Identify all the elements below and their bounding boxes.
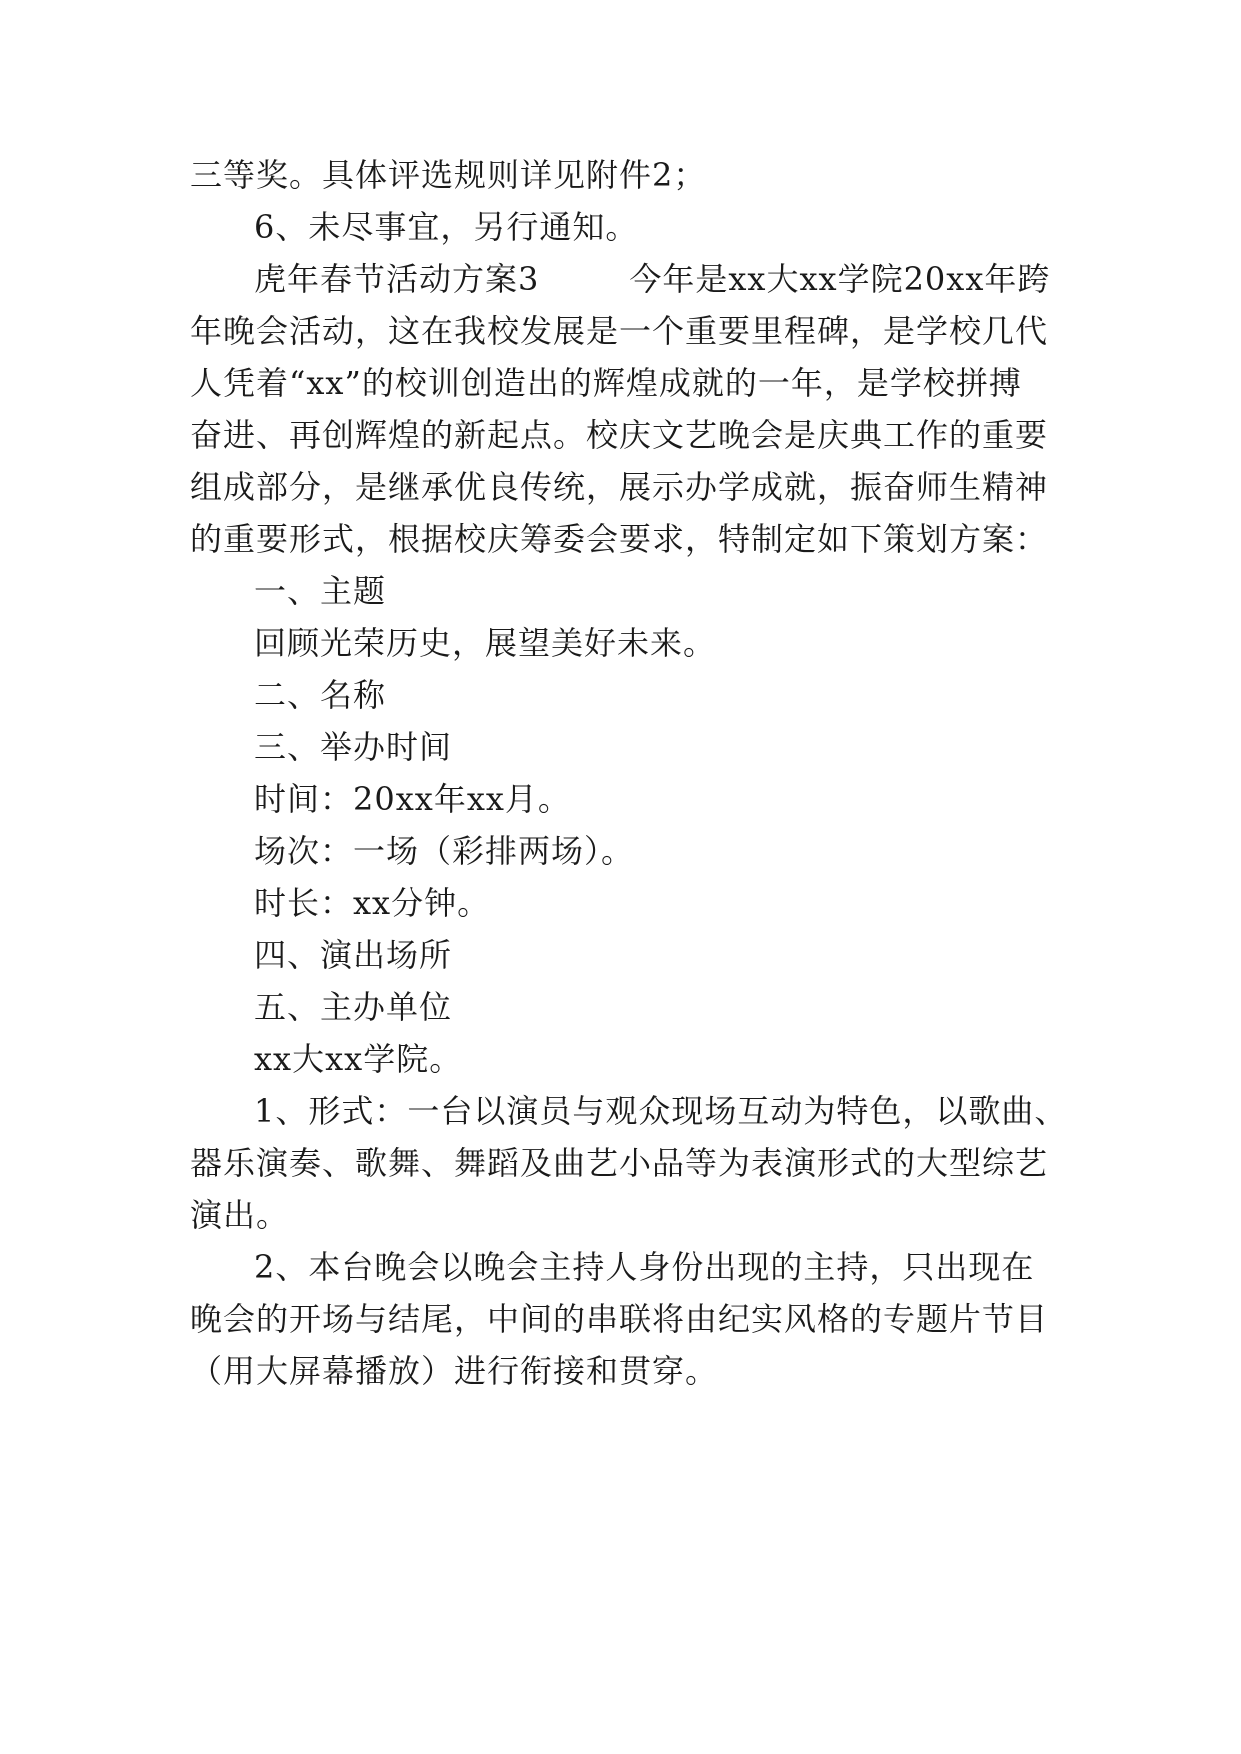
section-heading: 三、举办时间 <box>254 728 453 766</box>
text-line: 人凭着“xx”的校训创造出的辉煌成就的一年，是学校拼搏 <box>190 364 1022 402</box>
section-heading: 五、主办单位 <box>254 988 453 1026</box>
text-line: 年晚会活动，这在我校发展是一个重要里程碑，是学校几代 <box>190 312 1049 350</box>
paragraph-start: 今年是xx大xx学院20xx年跨 <box>629 260 1051 298</box>
text-line: 1、形式：一台以演员与观众现场互动为特色，以歌曲、 <box>254 1092 1068 1130</box>
text-line: 演出。 <box>190 1196 290 1234</box>
text-line: （用大屏幕播放）进行衔接和贯穿。 <box>190 1352 719 1390</box>
text-line: 三等奖。具体评选规则详见附件2； <box>190 156 707 194</box>
text-line: 时间：20xx年xx月。 <box>254 780 571 818</box>
text-line: 组成部分，是继承优良传统，展示办学成就，振奋师生精神 <box>190 468 1049 506</box>
section-heading: 二、名称 <box>254 676 387 714</box>
text-line: 场次：一场（彩排两场）。 <box>254 832 635 870</box>
text-line <box>254 259 1050 299</box>
section-heading: 虎年春节活动方案3 <box>254 260 540 298</box>
text-line: 的重要形式，根据校庆筹委会要求，特制定如下策划方案： <box>190 520 1049 558</box>
text-line: xx大xx学院。 <box>254 1040 463 1078</box>
text-line: 晚会的开场与结尾，中间的串联将由纪实风格的专题片节目 <box>190 1300 1049 1338</box>
text-line: 器乐演奏、歌舞、舞蹈及曲艺小品等为表演形式的大型综艺 <box>190 1144 1049 1182</box>
text-line: 2、本台晚会以晚会主持人身份出现的主持，只出现在 <box>254 1248 1035 1286</box>
text-line: 6、未尽事宜，另行通知。 <box>254 208 639 246</box>
text-line: 时长：xx分钟。 <box>254 884 491 922</box>
text-line: 回顾光荣历史，展望美好未来。 <box>254 624 717 662</box>
section-heading: 四、演出场所 <box>254 936 453 974</box>
text-line: 奋进、再创辉煌的新起点。校庆文艺晚会是庆典工作的重要 <box>190 416 1049 454</box>
section-heading: 一、主题 <box>254 572 387 610</box>
